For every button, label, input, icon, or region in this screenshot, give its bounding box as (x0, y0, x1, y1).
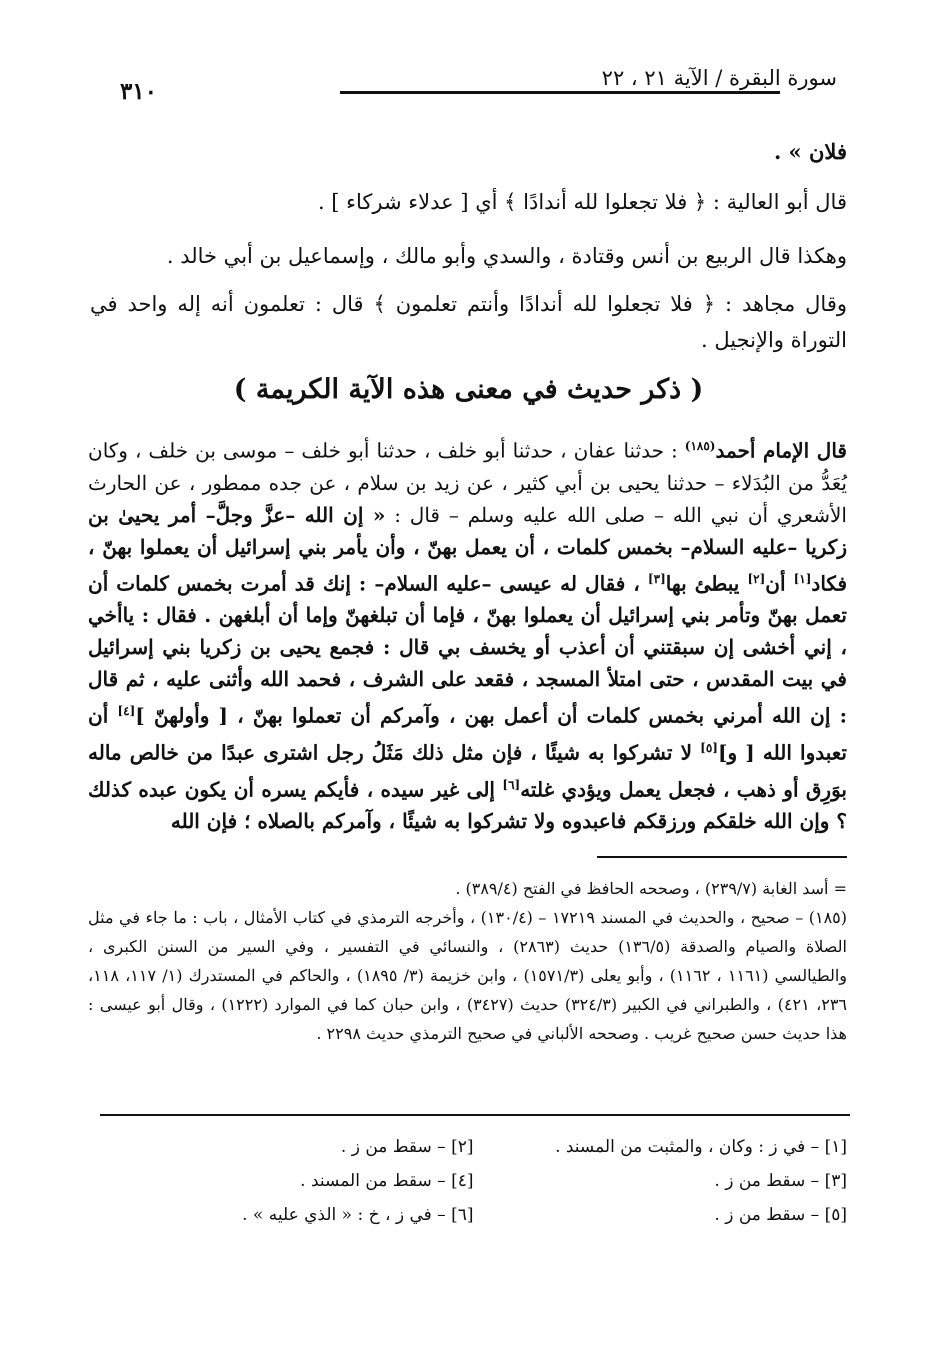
footnote-block (88, 874, 847, 1048)
note-3: [٣] – سقط من ز . (714, 1171, 847, 1191)
hadith-matn-5: أن تعبدوا الله [ و] (88, 703, 848, 765)
note-ref-4: [٤] (117, 704, 136, 719)
notes-row (100, 1198, 847, 1232)
footnote-185: (١٨٥) – صحيح ، والحديث في المسند ١٧٢١٩ – (١٣٠/٤) ، وأخرجه الترمذي في كتاب الأمثال ، باب : ما جاء في مثل الصلاة والصيام والصدقة (١٣٦/٥) حديث (٢٨٦٣) ، والنسائي في التفسير ، وفي السير من السنن الكبرى ، والطيالسي (١١٦١ ، ١١٦٢) ، وأبو يعلى (١٥٧١/٣) ، وابن خزيمة (٣/ ١٨٩٥) ، والحاكم في المستدرك (١/ ١١٧، ١١٨، ٢٣٦، ٤٢١) ، والطبراني في الكبير (٣٢٤/٣) حديث (٣٤٢٧) ، وابن حبان كما في الموارد (١٢٢٢) ، وقال أبو عيسى : هذا حديث حسن صحيح غريب . وصححه الألباني في صحيح الترمذي حديث ٢٢٩٨ . (88, 908, 848, 1043)
hadith-matn-6: لا تشركوا به شيئًا ، فإن مثل ذلك مَثَلُ رجل اشترى عبدًا من خالص ماله بوَرِق أو ذهب ، فجعل يعمل ويؤدي غلته (88, 740, 847, 802)
note-4: [٤] – سقط من المسند . (300, 1171, 474, 1191)
notes-row (100, 1164, 847, 1198)
note-ref-6: [٦] (502, 777, 521, 792)
footnote-line-continued: = أسد الغابة (٢٣٩/٧) ، وصححه الحافظ في الفتح (٣٨٩/٤) . (455, 879, 847, 898)
hadith-lead: قال الإمام أحمد (715, 438, 847, 463)
footnote-rule (597, 856, 847, 858)
section-heading: ( ذكر حديث في معنى هذه الآية الكريمة ) (233, 374, 704, 405)
note-1: [١] – في ز : وكان ، والمثبت من المسند . (555, 1137, 847, 1157)
paragraph-1: فلان » . (773, 139, 847, 164)
paragraph-4: وقال مجاهد : ﴿ فلا تجعلوا لله أندادًا وأنتم تعلمون ﴾ قال : تعلمون أنه إله واحد في التوراة والإنجيل . (90, 292, 847, 352)
hadith-matn-4: ، فقال له عيسى –عليه السلام– : إنك قد أمرت بخمس كلمات أن تعمل بهنّ وتأمر بني إسرائيل أن يعملوا بهنّ ، فإما أن تبلغهنّ وإما أن أبلغهن . فقال : ياأخي ، إني أخشى إن سبقتني أن أعذب أو يخسف بي قال : فجمع يحيى بن زكريا بني إسرائيل في بيت المقدس ، حتى امتلأ المسجد ، فقعد على الشرف ، فحمد الله وأثنى عليه ، ثم قال : إن الله أمرني بخمس كلمات أن أعمل بهن ، وآمركم أن تعملوا بهنّ ، [ وأولهنّ ] (88, 571, 847, 728)
page-number: ٣١٠ (119, 78, 157, 105)
running-header-title: سورة البقرة / الآية ٢١ ، ٢٢ (601, 66, 837, 90)
note-5: [٥] – سقط من ز . (714, 1205, 847, 1225)
note-6: [٦] – في ز ، خ : « الذي عليه » . (242, 1205, 474, 1225)
notes-row (100, 1130, 847, 1164)
footnote-ref-185: (١٨٥) (684, 439, 716, 453)
header-rule (340, 91, 780, 94)
hadith-matn-1: « إن الله –عزَّ وجلَّ– أمر يحيىٰ بن زكريا –عليه السلام– بخمس كلمات ، أن يعمل بهنّ ، وأن يأمر بني إسرائيل أن يعملوا بهنّ ، فكاد (88, 502, 848, 596)
hadith-matn-7: إلى غير سيده ، فأيكم يسره أن يكون عبده كذلك ؟ وإن الله خلقكم ورزقكم فاعبدوه ولا تشركوا به شيئًا ، وآمركم بالصلاه ؛ فإن الله (88, 777, 847, 834)
note-ref-2: [٢] (747, 571, 766, 586)
note-2: [٢] – سقط من ز . (340, 1137, 474, 1157)
hadith-isnad: : حدثنا عفان ، حدثنا أبو خلف ، حدثنا أبو خلف – موسى بن خلف ، وكان يُعَدُّ من البُدَلاء – حدثنا يحيى بن أبي كثير ، عن زيد بن سلام ، عن جده ممطور ، عن الحارث الأشعري أن نبي الله – صلى الله عليه وسلم – قال : (88, 438, 847, 527)
notes-rule (100, 1114, 850, 1116)
editor-notes (100, 1130, 847, 1232)
note-ref-3: [٣] (647, 571, 666, 586)
note-ref-5: [٥] (700, 740, 718, 755)
paragraph-2: قال أبو العالية : ﴿ فلا تجعلوا لله أندادًا ﴾ أي [ عدلاء شركاء ] . (317, 190, 847, 214)
paragraph-3: وهكذا قال الربيع بن أنس وقتادة ، والسدي وأبو مالك ، وإسماعيل بن أبي خالد . (166, 244, 847, 268)
hadith-text (88, 430, 847, 837)
note-ref-1: [١] (793, 571, 812, 586)
hadith-matn-2: أن (765, 571, 794, 596)
hadith-matn-3: يبطئ بها (665, 571, 748, 596)
